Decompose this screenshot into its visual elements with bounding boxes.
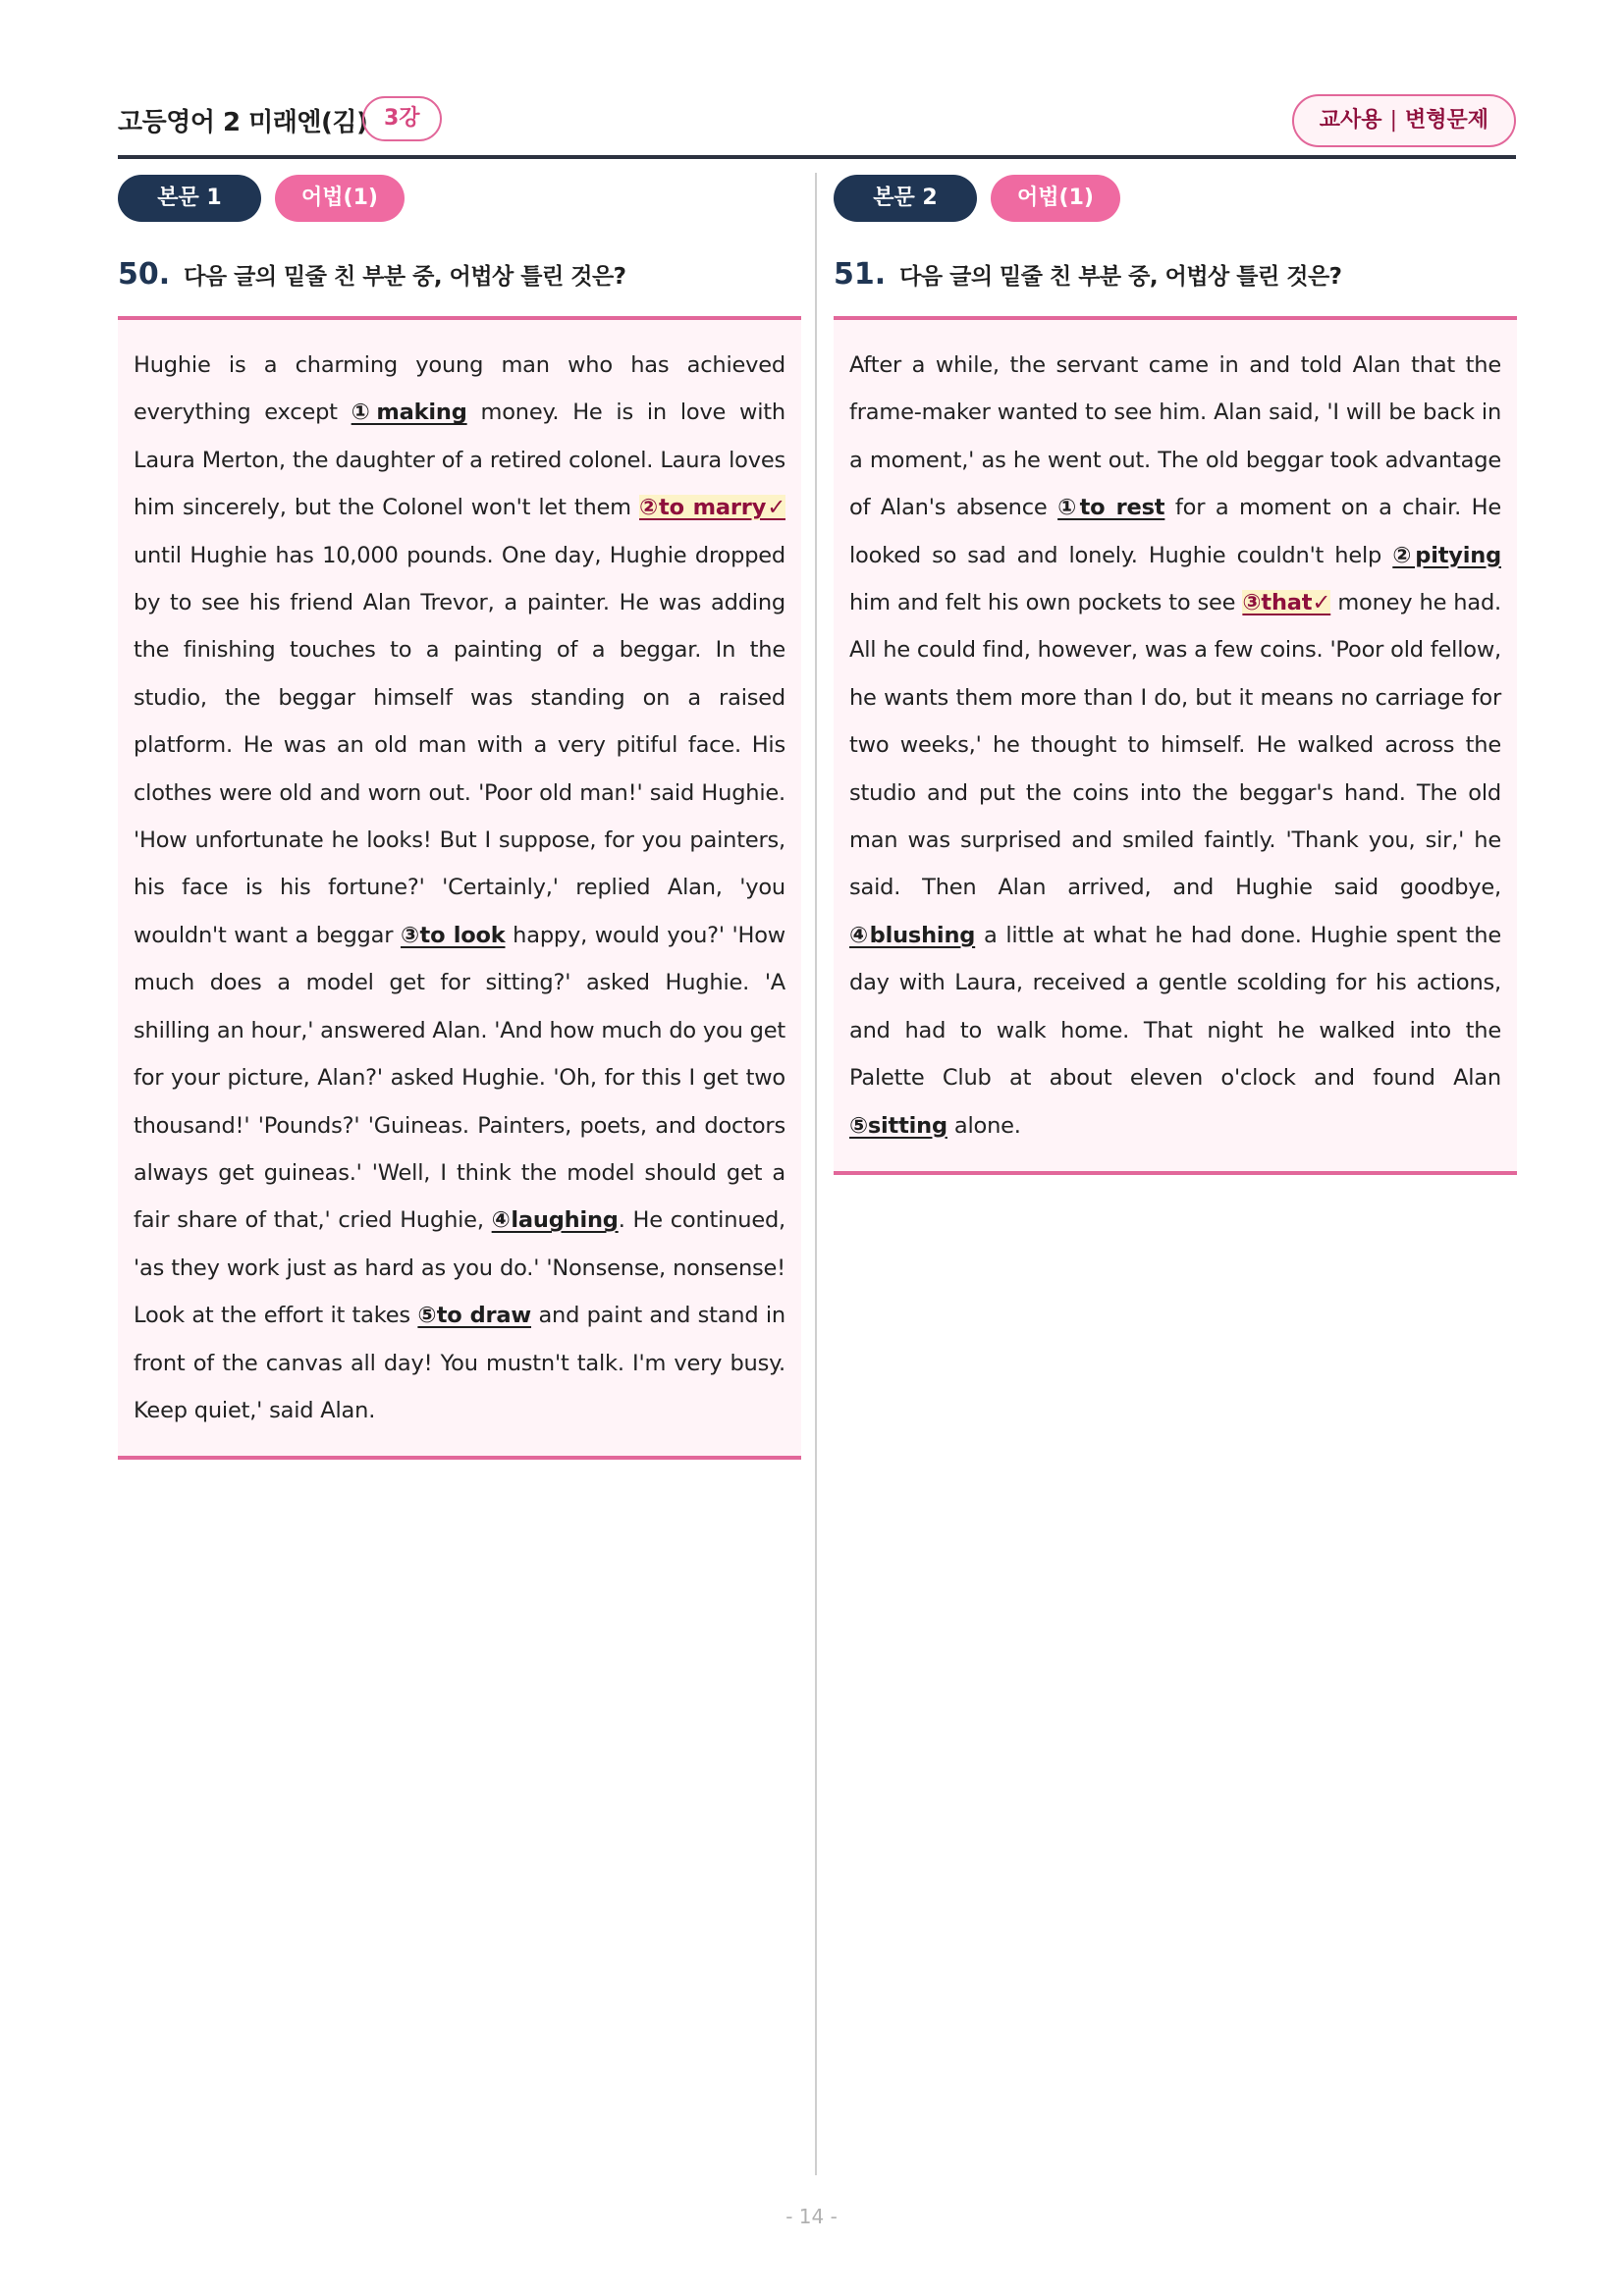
- document-type-badge: [1292, 94, 1516, 147]
- category-tag: 어법(1): [991, 175, 1120, 222]
- underlined-choice: ①making: [351, 400, 467, 426]
- underlined-choice: ②pitying: [1392, 542, 1501, 568]
- underlined-choice: ④laughing: [491, 1207, 619, 1234]
- question-heading: [118, 257, 801, 296]
- passage-tag: 본문 2: [834, 175, 977, 222]
- underlined-choice: ④blushing: [849, 922, 976, 948]
- passage-segment: Hughie is a charming young man who has achieved everything except: [134, 352, 785, 426]
- passage-segment: After a while, the servant came in and told Alan that the frame-maker wanted to see him. Alan said, 'I will be back in a moment,' as he went out. The old beggar took advantage of Alan's absence: [849, 352, 1501, 521]
- passage-box: [834, 316, 1517, 1175]
- badge-separator: |: [1389, 108, 1397, 133]
- question-tags: [118, 175, 801, 222]
- passage-segment: money he had. All he could find, however, was a few coins. 'Poor old fellow, he wants them more than I do, but it means no carriage for two weeks,' he thought to himself. He walked across the studio and put the coins into the beggar's hand. The old man was surprised and smiled faintly. 'Thank you, sir,' he said. Then Alan arrived, and Hughie said goodbye,: [849, 590, 1501, 901]
- question-heading: [834, 257, 1517, 296]
- textbook-title: 고등영어 2 미래엔(김): [118, 108, 368, 137]
- question-prompt: 다음 글의 밑줄 친 부분 중, 어법상 틀린 것은?: [899, 264, 1342, 290]
- category-tag: 어법(1): [275, 175, 405, 222]
- passage-segment: a little at what he had done. Hughie spent the day with Laura, received a gentle scolding for his actions, and had to walk home. That night he walked into the Palette Club at about eleven o'clock and found Alan: [849, 922, 1501, 1092]
- audience-label: 교사용: [1319, 108, 1382, 133]
- passage-segment: until Hughie has 10,000 pounds. One day, Hughie dropped by to see his friend Alan Trevor, a painter. He was adding the finishing touches to a painting of a beggar. In the studio, the beggar himself was standing on a raised platform. He was an old man with a very pitiful face. His clothes were old and worn out. 'Poor old man!' said Hughie. 'How unfortunate he looks! But I suppose, for you painters, his face is his fortune?' 'Certainly,' replied Alan, 'you wouldn't want a beggar: [134, 542, 785, 948]
- passage-segment: . He continued, 'as they work just as hard as you do.' 'Nonsense, nonsense! Look at the effort it takes: [134, 1207, 785, 1329]
- passage-segment: happy, would you?' 'How much does a model get for sitting?' asked Hughie. 'A shilling an hour,' answered Alan. 'And how much do you get for your picture, Alan?' asked Hughie. 'Oh, for this I get two thousand!' 'Pounds?' 'Guineas. Painters, poets, and doctors always get guineas.' 'Well, I think the model should get a fair share of that,' cried Hughie,: [134, 922, 786, 1234]
- page-header: [118, 94, 1516, 157]
- column-divider: [815, 173, 817, 2175]
- passage-text: [849, 342, 1501, 1149]
- question-number: 50.: [118, 257, 171, 292]
- underlined-choice: ⑤to draw: [417, 1303, 532, 1329]
- question-number: 51.: [834, 257, 887, 292]
- passage-segment: and paint and stand in front of the canvas all day! You mustn't talk. I'm very busy. Keep quiet,' said Alan.: [134, 1303, 785, 1423]
- passage-segment: money. He is in love with Laura Merton, the daughter of a retired colonel. Laura loves him sincerely, but the Colonel won't let them: [134, 400, 785, 521]
- passage-box: [118, 316, 801, 1460]
- passage-segment: alone.: [947, 1112, 1021, 1139]
- question-column-2: [834, 175, 1517, 1175]
- page-number: - 14 -: [785, 2205, 838, 2228]
- underlined-choice: ③to look: [400, 922, 506, 948]
- type-label: 변형문제: [1404, 108, 1488, 133]
- underlined-choice: ⑤sitting: [849, 1112, 947, 1139]
- question-column-1: [118, 175, 801, 1460]
- passage-text: [134, 342, 785, 1434]
- question-tags: [834, 175, 1517, 222]
- lesson-badge: 3강: [362, 96, 442, 141]
- header-rule: [118, 155, 1516, 159]
- question-prompt: 다음 글의 밑줄 친 부분 중, 어법상 틀린 것은?: [184, 264, 626, 290]
- correct-answer-choice: ②to marry✓: [639, 495, 786, 521]
- correct-answer-choice: ③that✓: [1242, 590, 1331, 616]
- passage-segment: for a moment on a chair. He looked so sad and lonely. Hughie couldn't help: [849, 495, 1501, 568]
- underlined-choice: ①to rest: [1057, 495, 1165, 521]
- passage-segment: him and felt his own pockets to see: [849, 590, 1243, 616]
- passage-tag: 본문 1: [118, 175, 261, 222]
